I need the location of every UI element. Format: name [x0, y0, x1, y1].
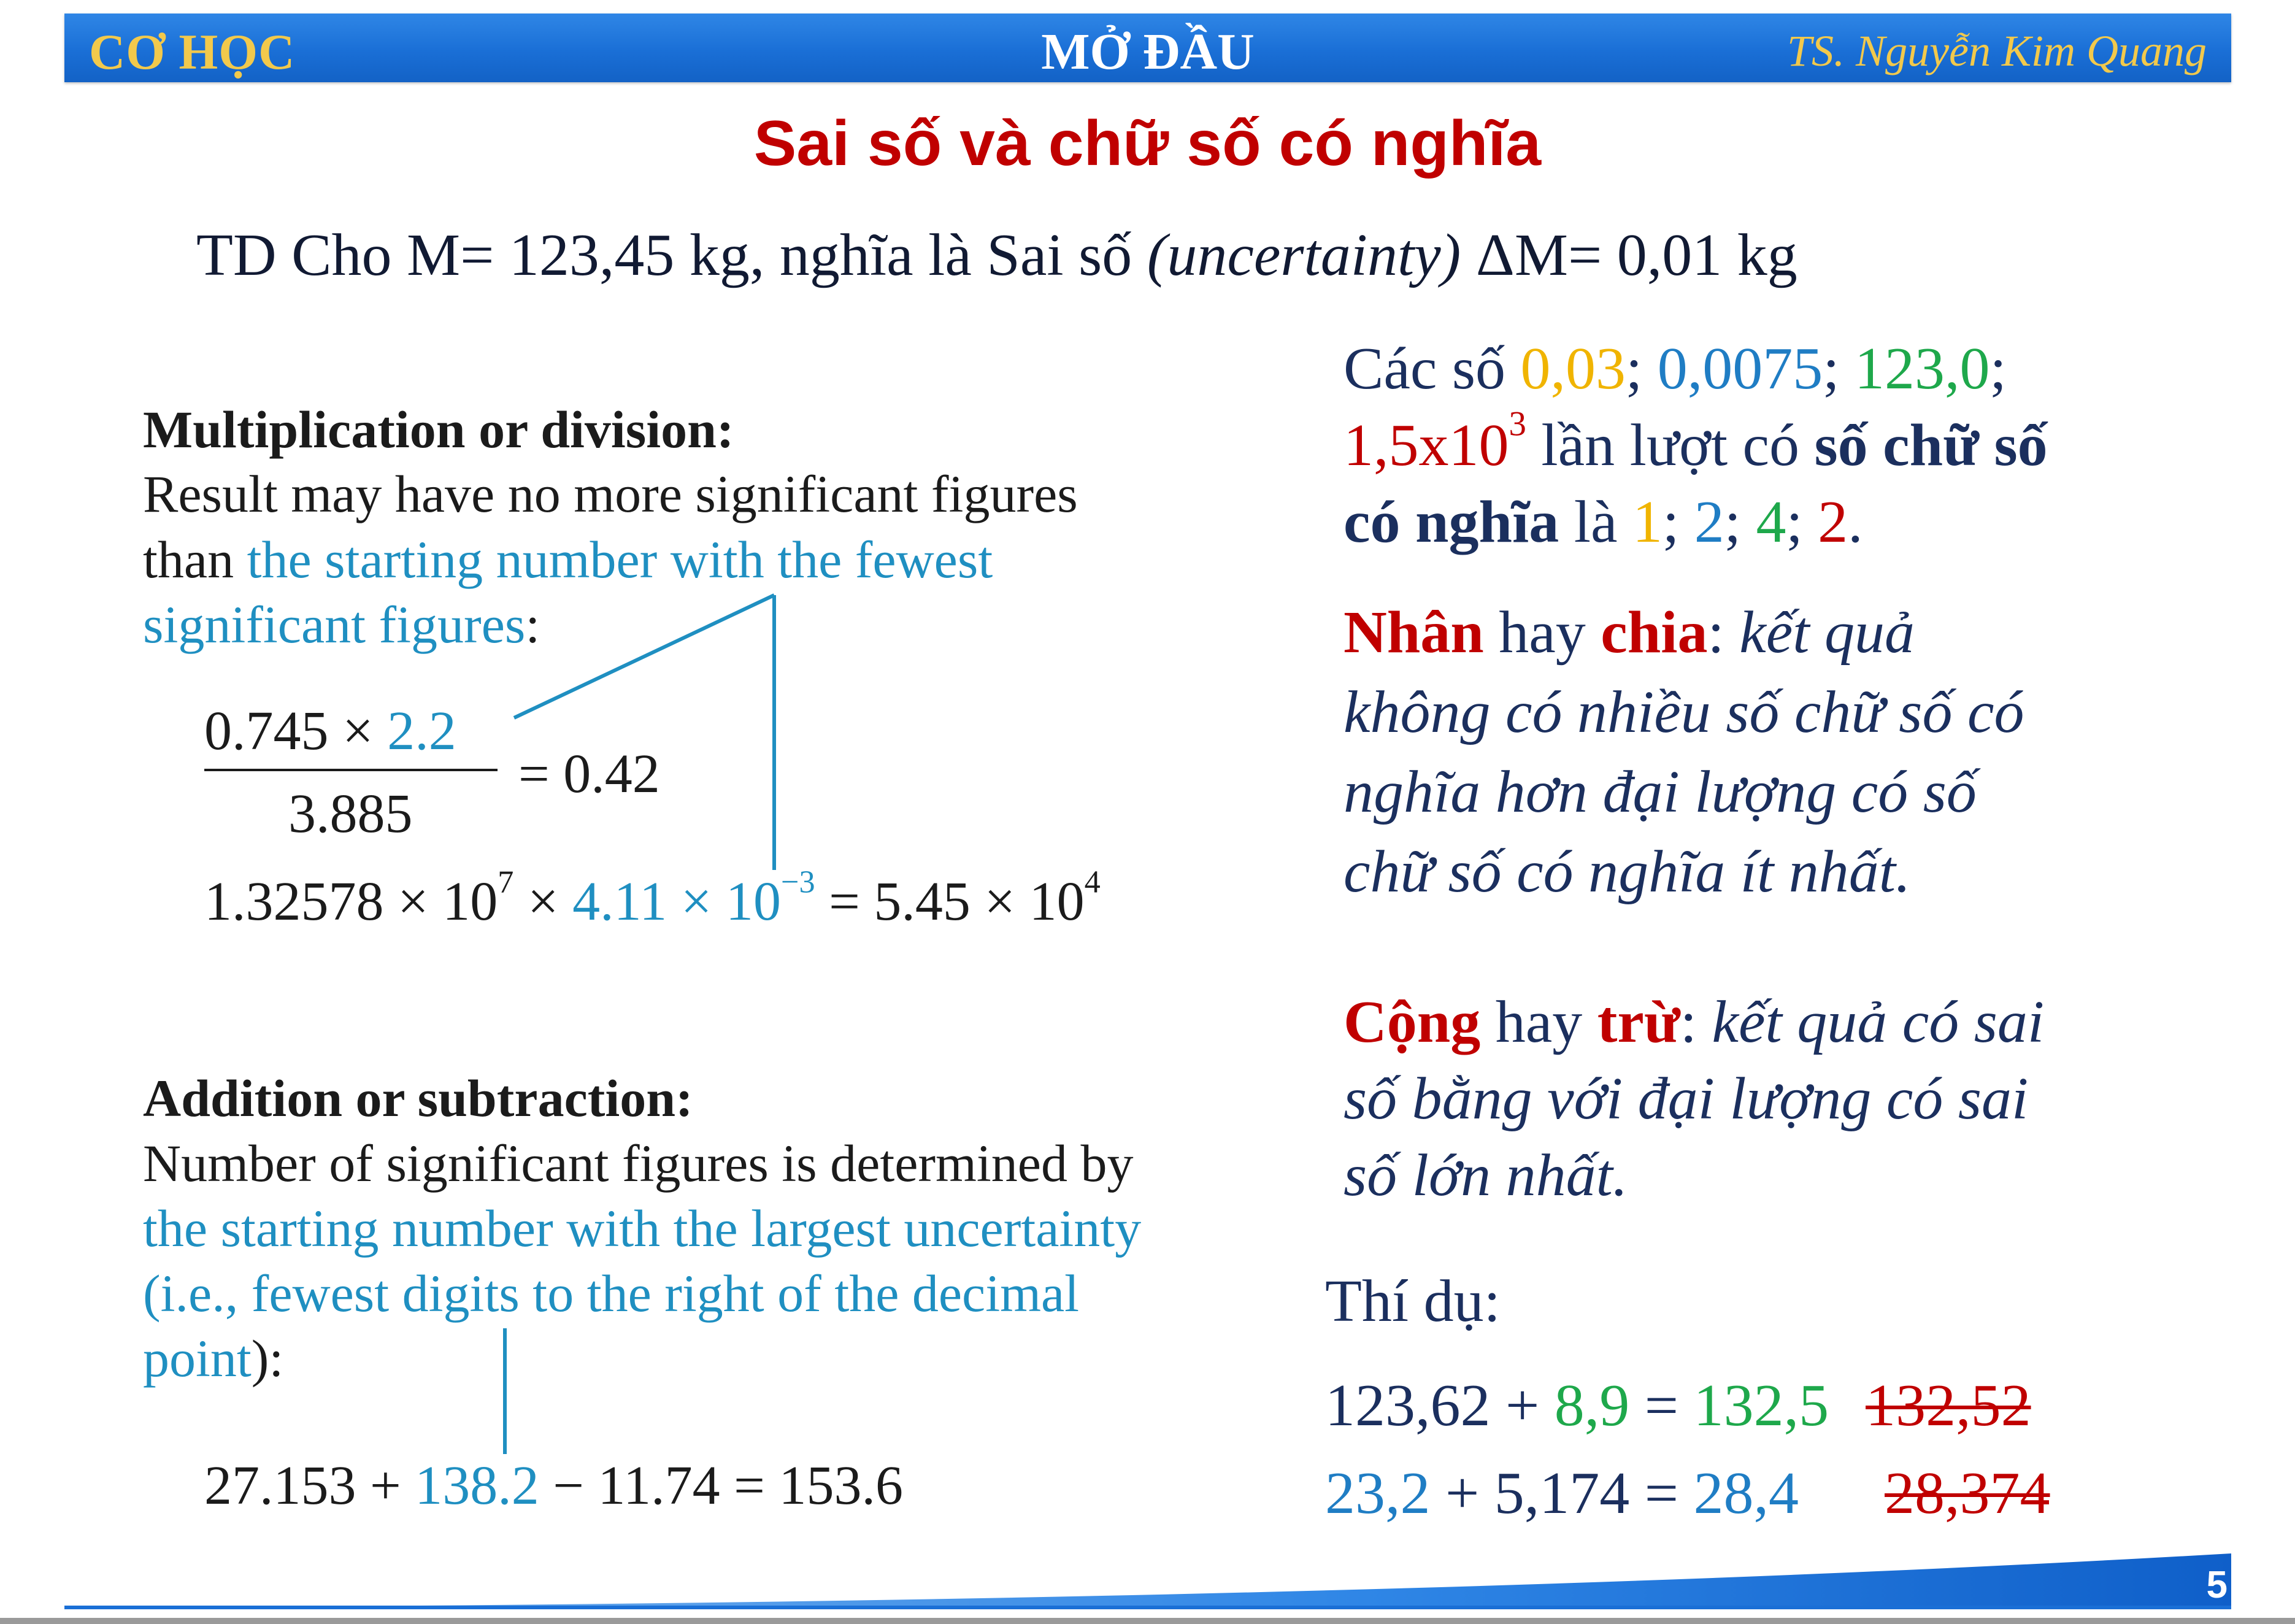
mult-line2-highlight: the starting number with the fewest: [247, 530, 993, 589]
rule-mult-mid: hay: [1483, 599, 1601, 666]
number-1230: 123,0: [1854, 336, 1990, 402]
add-line3: (i.e., fewest digits to the right of the decimal: [143, 1264, 1080, 1323]
eq-result-exp: 4: [1084, 864, 1101, 900]
right-p2-line4: [1344, 837, 1911, 906]
sep: ;: [1724, 489, 1756, 555]
right-p2-line2: [1344, 678, 2024, 747]
eq-term-a-exp: 7: [498, 864, 514, 900]
add-line4-highlight: point: [143, 1329, 252, 1388]
count-2: 2: [1694, 489, 1724, 555]
count-2b: 2: [1818, 489, 1848, 555]
sep: ;: [1786, 489, 1818, 555]
rule-add-italic: kết quả có sai: [1712, 989, 2045, 1055]
footer-swoosh: [64, 1553, 2231, 1607]
add-line1: Number of significant figures is determined by: [143, 1134, 1134, 1193]
example-row-2: [1325, 1459, 2050, 1528]
rule-sub-bold: trừ: [1597, 989, 1680, 1055]
footer-band: [0, 1546, 2295, 1624]
eq-times: ×: [513, 871, 573, 932]
slide-title: Sai số và chữ số có nghĩa: [753, 108, 1542, 179]
right-p2-text3: nghĩa hơn đại lượng có số: [1344, 759, 1977, 825]
mult-line3-tail: :: [525, 595, 540, 654]
fraction-result: = 0.42: [518, 744, 660, 804]
period: .: [1848, 489, 1863, 555]
course-title: CƠ HỌC: [89, 24, 296, 80]
eq-result: = 5.45 × 10: [815, 871, 1085, 932]
rule-colon2: :: [1680, 989, 1712, 1055]
ex1-a: 123,62 +: [1325, 1372, 1555, 1439]
example-label: Thí dụ:: [1325, 1268, 1501, 1334]
example-prefix: TD Cho M= 123,45 kg, nghĩa là Sai số: [196, 222, 1147, 288]
add-line4: [143, 1328, 283, 1389]
sep: ;: [1662, 489, 1694, 555]
example-term: (uncertainty): [1147, 222, 1461, 288]
right-p1-text: Các số: [1344, 336, 1521, 402]
right-p3-line1: [1344, 988, 2044, 1056]
ex2-wrong-result: 28,374: [1885, 1460, 2050, 1526]
right-p2-text2: không có nhiều số chữ số có: [1344, 679, 2024, 745]
bottom-border: [0, 1618, 2295, 1624]
author-name: TS. Nguyễn Kim Quang: [1787, 26, 2207, 75]
right-p1-bold2: có nghĩa: [1344, 489, 1559, 555]
sep: ;: [1989, 336, 2007, 402]
count-1: 1: [1632, 489, 1663, 555]
right-p1-mid: lần lượt có: [1526, 412, 1815, 479]
pointer-line-fraction: [514, 595, 774, 718]
right-p2-line1: [1344, 598, 1915, 667]
right-p3-text2: số bằng với đại lượng có sai: [1344, 1066, 2029, 1132]
sep: ;: [1823, 336, 1855, 402]
footer-line: [64, 1606, 2231, 1609]
fraction-numerator-a: 0.745 ×: [204, 701, 388, 761]
number-15e3-exp: 3: [1509, 404, 1526, 444]
add-line4-tail: ):: [251, 1329, 284, 1388]
right-p1-line2: [1344, 404, 2048, 480]
add-eq-a: 27.153 +: [204, 1455, 415, 1516]
count-4: 4: [1756, 489, 1786, 555]
fraction-numerator-b: 2.2: [387, 701, 456, 761]
eq-term-c-exp: −3: [781, 864, 815, 900]
eq-term-a: 1.32578 × 10: [204, 871, 498, 932]
rule-mult-italic: kết quả: [1739, 599, 1915, 666]
example-row-1: [1325, 1371, 2031, 1440]
example-suffix: ΔM= 0,01 kg: [1461, 222, 1797, 288]
eq-term-c: 4.11 × 10: [572, 871, 782, 932]
add-eq-c: − 11.74 = 153.6: [539, 1455, 903, 1516]
mult-heading: Multiplication or division:: [143, 400, 734, 459]
right-p1-line1: [1344, 334, 2007, 403]
mult-line3-highlight: significant figures: [143, 595, 526, 654]
right-p3-line3: [1344, 1141, 1628, 1210]
ex1-eq: =: [1629, 1372, 1694, 1439]
ex2-a: 23,2: [1325, 1460, 1431, 1526]
right-p1-line3: [1344, 488, 1863, 556]
rule-colon: :: [1707, 599, 1740, 666]
add-heading: Addition or subtraction:: [143, 1069, 693, 1128]
mult-line2-plain: than: [143, 530, 247, 589]
fraction-denominator: 3.885: [288, 783, 413, 844]
ex1-result: 132,5: [1693, 1372, 1829, 1439]
ex1-b: 8,9: [1554, 1372, 1630, 1439]
add-eq-b: 138.2: [415, 1455, 539, 1516]
page-number: 5: [2206, 1564, 2228, 1606]
right-p2-line3: [1344, 758, 1977, 826]
sep: ;: [1626, 336, 1658, 402]
mult-line1: Result may have no more significant figures: [143, 464, 1078, 523]
add-line2: the starting number with the largest uncertainty: [143, 1199, 1142, 1258]
ex1-wrong-result: 132,52: [1866, 1372, 2031, 1439]
add-equation: [204, 1454, 903, 1517]
chapter-title: MỞ ĐẦU: [1041, 23, 1255, 80]
ex2-result: 28,4: [1693, 1460, 1799, 1526]
right-p2-text4: chữ số có nghĩa ít nhất.: [1344, 839, 1911, 905]
rule-add-bold: Cộng: [1344, 989, 1481, 1055]
rule-add-mid: hay: [1480, 989, 1597, 1055]
right-p1-bold: số chữ số: [1814, 412, 2048, 479]
rule-div-bold: chia: [1601, 599, 1708, 666]
number-003: 0,03: [1520, 336, 1626, 402]
ex2-b: + 5,174 =: [1430, 1460, 1694, 1526]
right-p3-text3: số lớn nhất.: [1344, 1142, 1628, 1209]
right-p3-line2: [1344, 1064, 2028, 1133]
rule-mult-bold: Nhân: [1344, 599, 1484, 666]
number-15e3: 1,5x10: [1344, 412, 1509, 479]
number-00075: 0,0075: [1657, 336, 1823, 402]
right-p1-mid2: là: [1559, 489, 1632, 555]
